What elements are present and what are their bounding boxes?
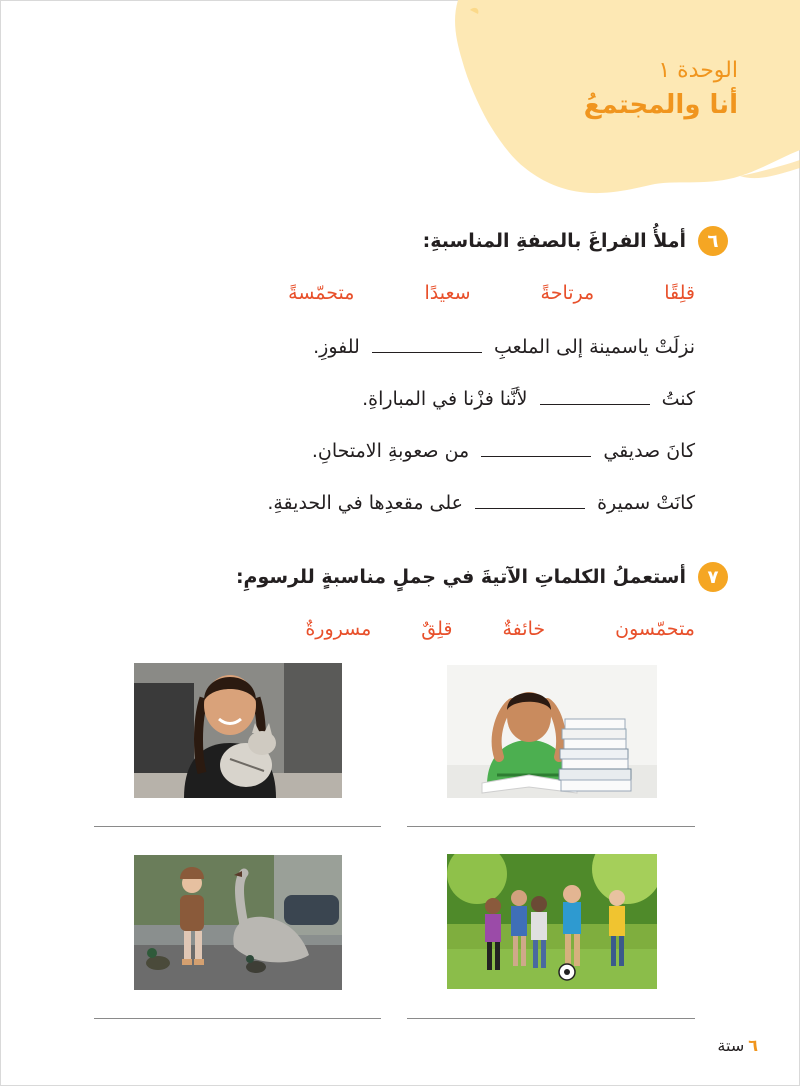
unit-label: الوحدة ١ — [658, 58, 738, 83]
writing-line[interactable] — [407, 826, 695, 827]
fill-blank[interactable] — [540, 404, 650, 405]
sentence-text-after: على مقعدِها في الحديقةِ. — [267, 492, 463, 514]
word-option: سعيدًا — [424, 282, 471, 304]
word-option: قلِقًا — [664, 282, 695, 304]
sentence-text-after: لأنَّنا فزْنا في المباراةِ. — [362, 388, 528, 410]
page-number-digit: ٦ — [748, 1036, 758, 1055]
child-with-geese-photo — [134, 855, 342, 990]
sentence-1 — [313, 336, 695, 358]
sentence-3 — [312, 440, 695, 462]
fill-blank[interactable] — [481, 456, 591, 457]
exercise-7-title: أستعملُ الكلماتِ الآتيةَ في جملٍ مناسبةٍ للرسومِ: — [235, 566, 686, 588]
word-option: خائفةٌ — [502, 618, 546, 640]
boy-worried-books-photo — [447, 665, 657, 798]
children-soccer-photo — [447, 854, 657, 989]
writing-line[interactable] — [94, 1018, 381, 1019]
exercise-7-word-bank — [305, 618, 695, 640]
sentence-text-before: كنتُ — [661, 388, 695, 410]
sentence-4 — [267, 492, 695, 514]
girl-with-cat-photo — [134, 663, 342, 798]
sentence-text-before: كانَتْ سميرة — [597, 492, 695, 514]
sentence-text-before: كانَ صديقي — [603, 440, 695, 462]
word-option: قلِقٌ — [421, 618, 453, 640]
word-option: متحمّسون — [615, 618, 695, 640]
exercise-6-number-badge: ٦ — [698, 226, 728, 256]
writing-line[interactable] — [94, 826, 381, 827]
fill-blank[interactable] — [372, 352, 482, 353]
exercise-6-title: أملأُ الفراغَ بالصفةِ المناسبةِ: — [422, 230, 686, 252]
page-number — [717, 1036, 758, 1055]
sentence-text-after: من صعوبةِ الامتحانِ. — [311, 440, 470, 462]
sentence-2 — [362, 388, 695, 410]
sentence-text-after: للفوزِ. — [313, 336, 360, 358]
writing-line[interactable] — [407, 1018, 695, 1019]
word-option: مرتاحةً — [540, 282, 595, 304]
exercise-6-word-bank — [288, 282, 695, 304]
sentence-text-before: نزلَتْ ياسمينة إلى الملعبِ — [493, 336, 695, 358]
fill-blank[interactable] — [475, 508, 585, 509]
exercise-7-heading — [88, 562, 728, 592]
page-number-word: ستة — [717, 1036, 745, 1055]
word-option: مسرورةٌ — [305, 618, 372, 640]
word-option: متحمّسةً — [288, 282, 355, 304]
exercise-6-heading — [88, 226, 728, 256]
unit-title: أنا والمجتمعُ — [583, 90, 738, 120]
exercise-7-number-badge: ٧ — [698, 562, 728, 592]
